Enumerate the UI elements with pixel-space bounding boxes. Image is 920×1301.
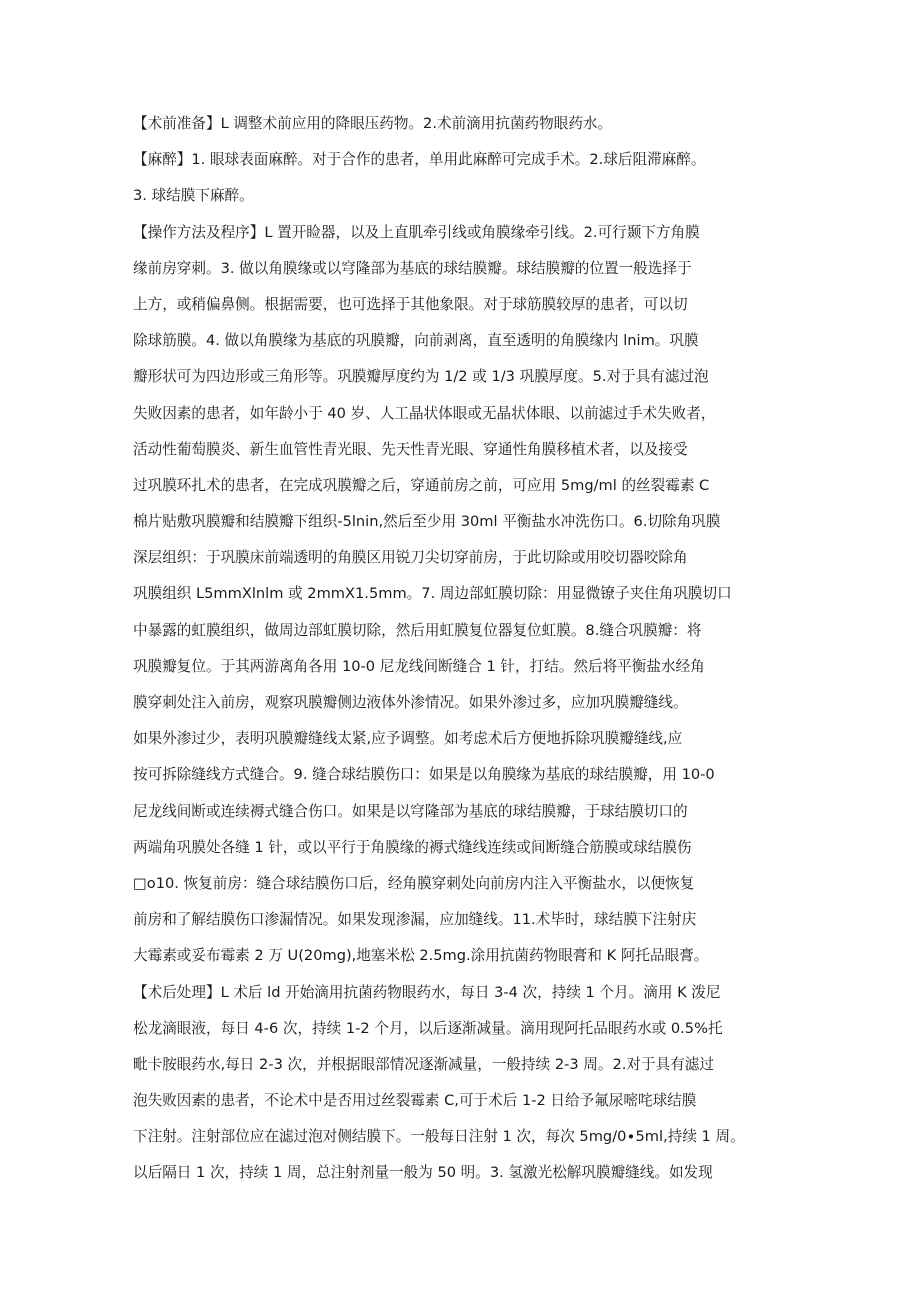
text-line: 尼龙线间断或连续褥式缝合伤口。如果是以穹隆部为基底的球结膜瓣，于球结膜切口的 [133,802,688,820]
text-line: 松龙滴眼液，每日 4-6 次，持续 1-2 个月，以后逐渐减量。滴用现阿托品眼药水或 0.5%托 [133,1019,723,1037]
text-line: 下注射。注射部位应在滤过泡对侧结膜下。一般每日注射 1 次，每次 5mg∕0∙5ml,持续 1 周。 [133,1128,745,1146]
text-line: 棉片贴敷巩膜瓣和结膜瓣下组织-5lnin,然后至少用 30ml 平衡盐水冲洗伤口。6.切除角巩膜 [133,513,721,531]
text-line: 前房和了解结膜伤口渗漏情况。如果发现渗漏，应加缝线。11.术毕时，球结膜下注射庆 [133,911,697,929]
document-body [133,106,803,1192]
text-line: 按可拆除缝线方式缝合。9. 缝合球结膜伤口：如果是以角膜缘为基底的球结膜瓣，用 10-0 [133,766,715,784]
text-line: 两端角巩膜处各缝 1 针，或以平行于角膜缘的褥式缝线连续或间断缝合筋膜或球结膜伤 [133,838,692,856]
text-line: 3. 球结膜下麻醉。 [133,187,254,205]
text-line: 如果外渗过少，表明巩膜瓣缝线太紧,应予调整。如考虑术后方便地拆除巩膜瓣缝线,应 [133,730,683,748]
text-line: 大霉素或妥布霉素 2 万 U(20mg),地塞米松 2.5mg.涂用抗菌药物眼膏和 K 阿托品眼膏。 [133,947,709,965]
text-line: 巩膜瓣复位。于其两游离角各用 10-0 尼龙线间断缝合 1 针，打结。然后将平衡盐水经角 [133,657,705,675]
text-line: 泡失败因素的患者，不论术中是否用过丝裂霉素 C,可于术后 1-2 日给予氟尿嘧咤球结膜 [133,1092,697,1110]
text-line: 深层组织：于巩膜床前端透明的角膜区用锐刀尖切穿前房，于此切除或用咬切器咬除角 [133,549,688,567]
text-line: 以后隔日 1 次，持续 1 周，总注射剂量一般为 50 明。3. 氢激光松解巩膜瓣缝线。如发现 [133,1164,713,1182]
text-line: 上方，或稍偏鼻侧。根据需要，也可选择于其他象限。对于球筋膜较厚的患者，可以切 [133,295,688,313]
text-line: 缘前房穿刺。3. 做以角膜缘或以穹隆部为基底的球结膜瓣。球结膜瓣的位置一般选择于 [133,259,692,277]
text-line: 中暴露的虹膜组织，做周边部虹膜切除，然后用虹膜复位器复位虹膜。8.缝合巩膜瓣：将 [133,621,702,639]
text-line: 【术前准备】L 调整术前应用的降眼压药物。2.术前滴用抗菌药物眼药水。 [133,115,613,132]
text-line: 膜穿刺处注入前房，观察巩膜瓣侧边液体外渗情况。如果外渗过多，应加巩膜瓣缝线。 [133,694,688,711]
text-line: 【操作方法及程序】L 置开睑器，以及上直肌牵引线或角膜缘牵引线。2.可行颞下方角膜 [133,223,700,241]
text-line: □o10. 恢复前房：缝合球结膜伤口后，经角膜穿刺处向前房内注入平衡盐水，以便恢复 [133,874,695,892]
text-line: 瓣形状可为四边形或三角形等。巩膜瓣厚度约为 1/2 或 1/3 巩膜厚度。5.对于具有滤过泡 [133,368,709,386]
text-line: 失败因素的患者，如年龄小于 40 岁、人工晶状体眼或无晶状体眼、以前滤过手术失败者， [133,404,716,422]
text-line: 除球筋膜。4. 做以角膜缘为基底的巩膜瓣，向前剥离，直至透明的角膜缘内 lnim。巩膜 [133,332,699,350]
text-line: 【术后处理】L 术后 ld 开始滴用抗菌药物眼药水，每日 3-4 次，持续 1 个月。滴用 K 泼尼 [133,983,721,1001]
text-line: 巩膜组织 L5mmXlnlm 或 2mmX1.5mm。7. 周边部虹膜切除：用显微镣子夹住角巩膜切口 [133,585,732,603]
text-line: 过巩膜环扎术的患者，在完成巩膜瓣之后，穿通前房之前，可应用 5mg∕ml 的丝裂霉素 C [133,476,710,494]
text-line: 毗卡胺眼药水,每日 2-3 次，并根据眼部情况逐渐减量，一般持续 2-3 周。2.对于具有滤过 [133,1055,714,1073]
text-line: 活动性葡萄膜炎、新生血管性青光眼、先天性青光眼、穿通性角膜移植术者，以及接受 [133,440,688,458]
text-line: 【麻醉】1. 眼球表面麻醉。对于合作的患者，单用此麻醉可完成手术。2.球后阻滞麻醉。 [133,151,706,169]
